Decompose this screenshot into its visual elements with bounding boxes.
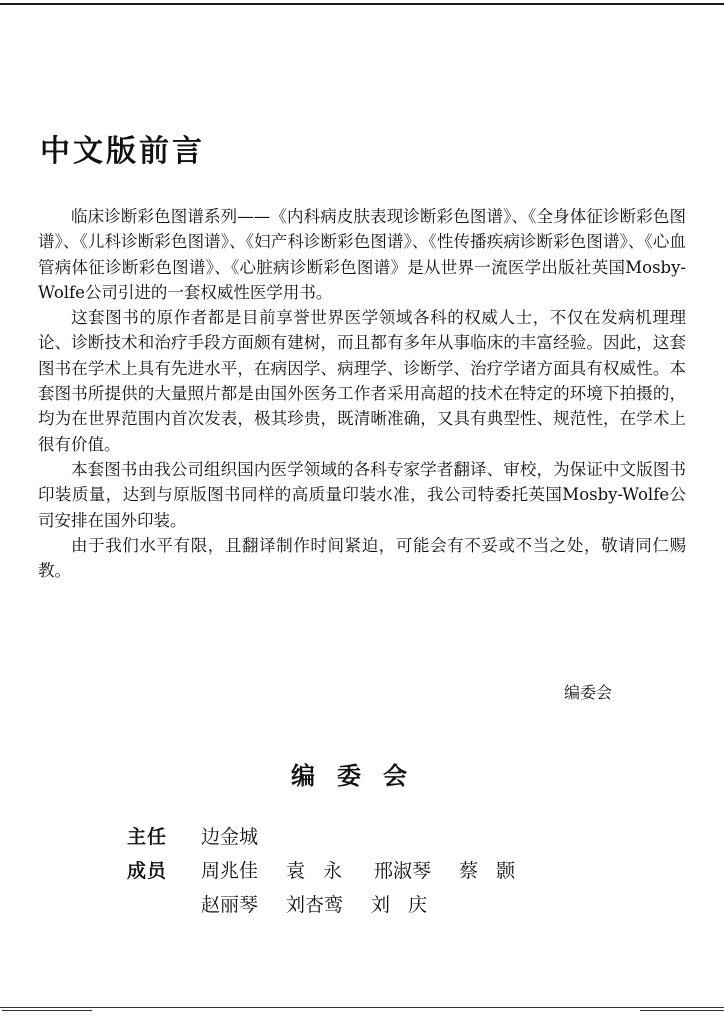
members-names-2 [201, 890, 459, 917]
member-name: 刘杏鸾 [286, 894, 344, 916]
bottom-rule-segment [640, 1010, 724, 1011]
members-row-1 [127, 856, 547, 890]
members-row-2 [127, 890, 547, 924]
top-rule [0, 3, 724, 5]
preface-body [38, 204, 686, 583]
preface-paragraph-4: 由于我们水平有限，且翻译制作时间紧迫，可能会有不妥或不当之处，敬请同仁赐教。 [38, 535, 686, 581]
chair-names [201, 822, 286, 849]
committee-title: 编委会 [291, 762, 429, 790]
committee-roster [127, 822, 547, 924]
chair-label: 主任 [127, 826, 168, 848]
member-name: 周兆佳 [201, 860, 259, 882]
members-label: 成员 [127, 860, 168, 882]
preface-paragraph-3: 本套图书由我公司组织国内医学领域的各科专家学者翻译、审校，为保证中文版图书印装质量，达到与原版图书同样的高质量印装水准，我公司特委托英国Mosby-Wolfe公司安排在国外印装。 [38, 459, 686, 530]
member-name: 邢淑琴 [374, 860, 432, 882]
preface-heading: 中文版前言 [40, 134, 205, 169]
bottom-rule-segment [2, 1010, 92, 1011]
member-name: 赵丽琴 [201, 894, 259, 916]
chair-row [127, 822, 547, 856]
member-name: 袁永 [286, 860, 361, 882]
bottom-rule [0, 1007, 724, 1008]
members-names-1 [201, 856, 547, 883]
preface-signature: 编委会 [564, 683, 613, 702]
member-name: 刘庆 [371, 894, 446, 916]
preface-paragraph-1: 临床诊断彩色图谱系列——《内科病皮肤表现诊断彩色图谱》、《全身体征诊断彩色图谱》、《儿科诊断彩色图谱》、《妇产科诊断彩色图谱》、《性传播疾病诊断彩色图谱》、《心血管病体征诊断彩色图谱》、《心脏病诊断彩色图谱》是从世界一流医学出版社英国Mosby-Wolfe公司引进的一套权威性医学用书。 [38, 207, 686, 302]
member-name: 蔡颢 [459, 860, 534, 882]
preface-paragraph-2: 这套图书的原作者都是目前享誉世界医学领域各科的权威人士，不仅在发病机理理论、诊断技术和治疗手段方面颇有建树，而且都有多年从事临床的丰富经验。因此，这套图书在学术上具有先进水平，在病因学、病理学、诊断学、治疗学诸方面具有权威性。本套图书所提供的大量照片都是由国外医务工作者采用高超的技术在特定的环境下拍摄的，均为在世界范围内首次发表，极其珍贵，既清晰准确，又具有典型性、规范性，在学术上很有价值。 [38, 308, 686, 454]
chair-name: 边金城 [201, 826, 259, 848]
